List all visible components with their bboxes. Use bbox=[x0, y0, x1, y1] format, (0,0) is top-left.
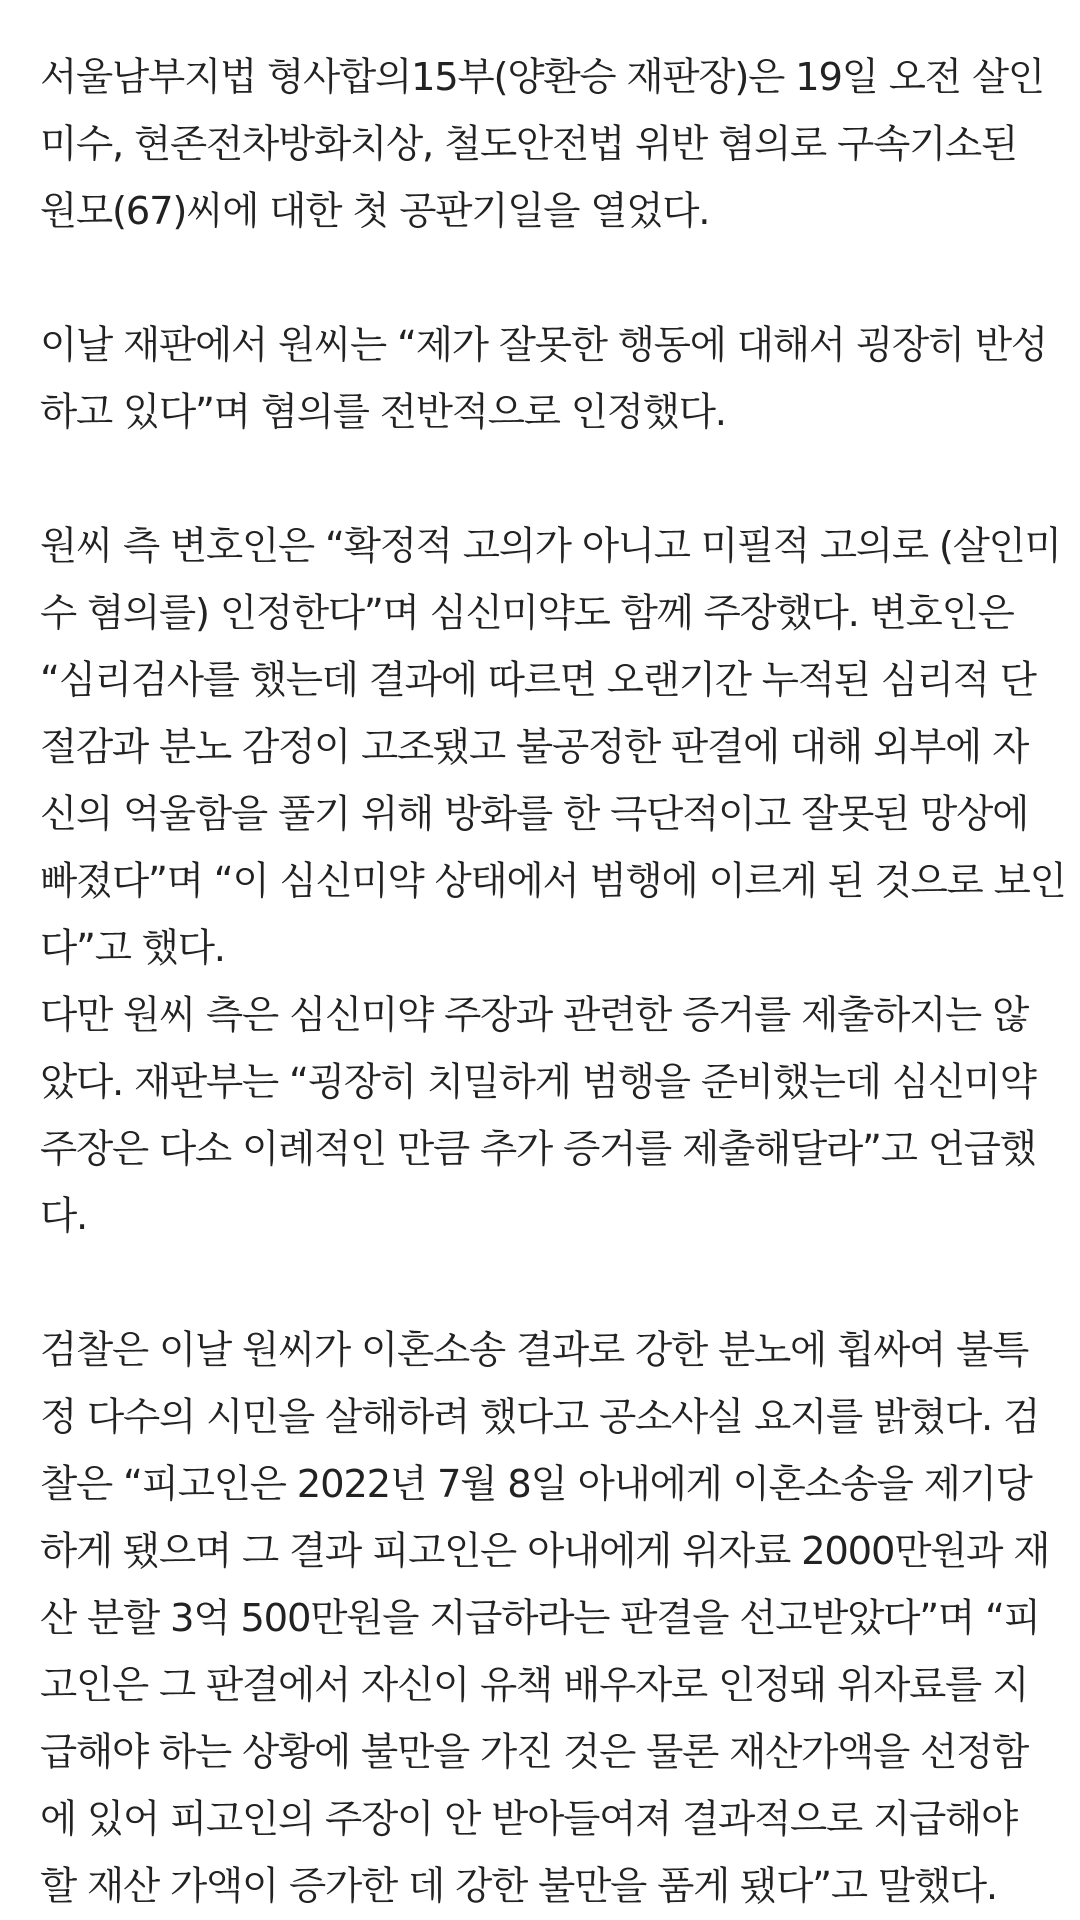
text-line: 찰은 “피고인은 2022년 7월 8일 아내에게 이혼소송을 제기당 bbox=[40, 1462, 1032, 1507]
text-line: 신의 억울함을 풀기 위해 방화를 한 극단적이고 잘못된 망상에 bbox=[40, 792, 1029, 837]
text-line: 할 재산 가액이 증가한 데 강한 불만을 품게 됐다”고 말했다. bbox=[40, 1864, 997, 1909]
text-line: 에 있어 피고인의 주장이 안 받아들여져 결과적으로 지급해야 bbox=[40, 1797, 1018, 1842]
text-line: 이날 재판에서 원씨는 “제가 잘못한 행동에 대해서 굉장히 반성 bbox=[40, 323, 1047, 368]
text-line: 원씨 측 변호인은 “확정적 고의가 아니고 미필적 고의로 (살인미 bbox=[40, 524, 1061, 569]
text-line: 서울남부지법 형사합의15부(양환승 재판장)은 19일 오전 살인 bbox=[40, 55, 1044, 100]
text-line: 았다. 재판부는 “굉장히 치밀하게 범행을 준비했는데 심신미약 bbox=[40, 1060, 1036, 1105]
article-paragraph-2 bbox=[40, 312, 1047, 446]
article-paragraph-1 bbox=[40, 44, 1044, 245]
text-line: 절감과 분노 감정이 고조됐고 불공정한 판결에 대해 외부에 자 bbox=[40, 725, 1029, 770]
text-line: 하고 있다”며 혐의를 전반적으로 인정했다. bbox=[40, 390, 726, 435]
text-line: 고인은 그 판결에서 자신이 유책 배우자로 인정돼 위자료를 지 bbox=[40, 1663, 1029, 1708]
article-paragraph-5 bbox=[40, 1317, 1050, 1920]
text-line: 다만 원씨 측은 심신미약 주장과 관련한 증거를 제출하지는 않 bbox=[40, 993, 1029, 1038]
text-line: 주장은 다소 이례적인 만큼 추가 증거를 제출해달라”고 언급했 bbox=[40, 1127, 1036, 1172]
text-line: 빠졌다”며 “이 심신미약 상태에서 범행에 이르게 된 것으로 보인 bbox=[40, 859, 1066, 904]
text-line: 다. bbox=[40, 1194, 88, 1239]
article-paragraph-3 bbox=[40, 513, 1066, 982]
text-line: 원모(67)씨에 대한 첫 공판기일을 열었다. bbox=[40, 189, 710, 234]
text-line: “심리검사를 했는데 결과에 따르면 오랜기간 누적된 심리적 단 bbox=[40, 658, 1036, 703]
article-paragraph-4 bbox=[40, 982, 1044, 1250]
text-line: 수 혐의를) 인정한다”며 심신미약도 함께 주장했다. 변호인은 bbox=[40, 591, 1014, 636]
text-line: 하게 됐으며 그 결과 피고인은 아내에게 위자료 2000만원과 재 bbox=[40, 1529, 1050, 1574]
text-line: 산 분할 3억 500만원을 지급하라는 판결을 선고받았다”며 “피 bbox=[40, 1596, 1040, 1641]
text-line: 다”고 했다. bbox=[40, 926, 225, 971]
text-line: 검찰은 이날 원씨가 이혼소송 결과로 강한 분노에 휩싸여 불특 bbox=[40, 1328, 1029, 1373]
text-line: 급해야 하는 상황에 불만을 가진 것은 물론 재산가액을 선정함 bbox=[40, 1730, 1029, 1775]
text-line: 정 다수의 시민을 살해하려 했다고 공소사실 요지를 밝혔다. 검 bbox=[40, 1395, 1040, 1440]
text-line: 미수, 현존전차방화치상, 철도안전법 위반 혐의로 구속기소된 bbox=[40, 122, 1018, 167]
